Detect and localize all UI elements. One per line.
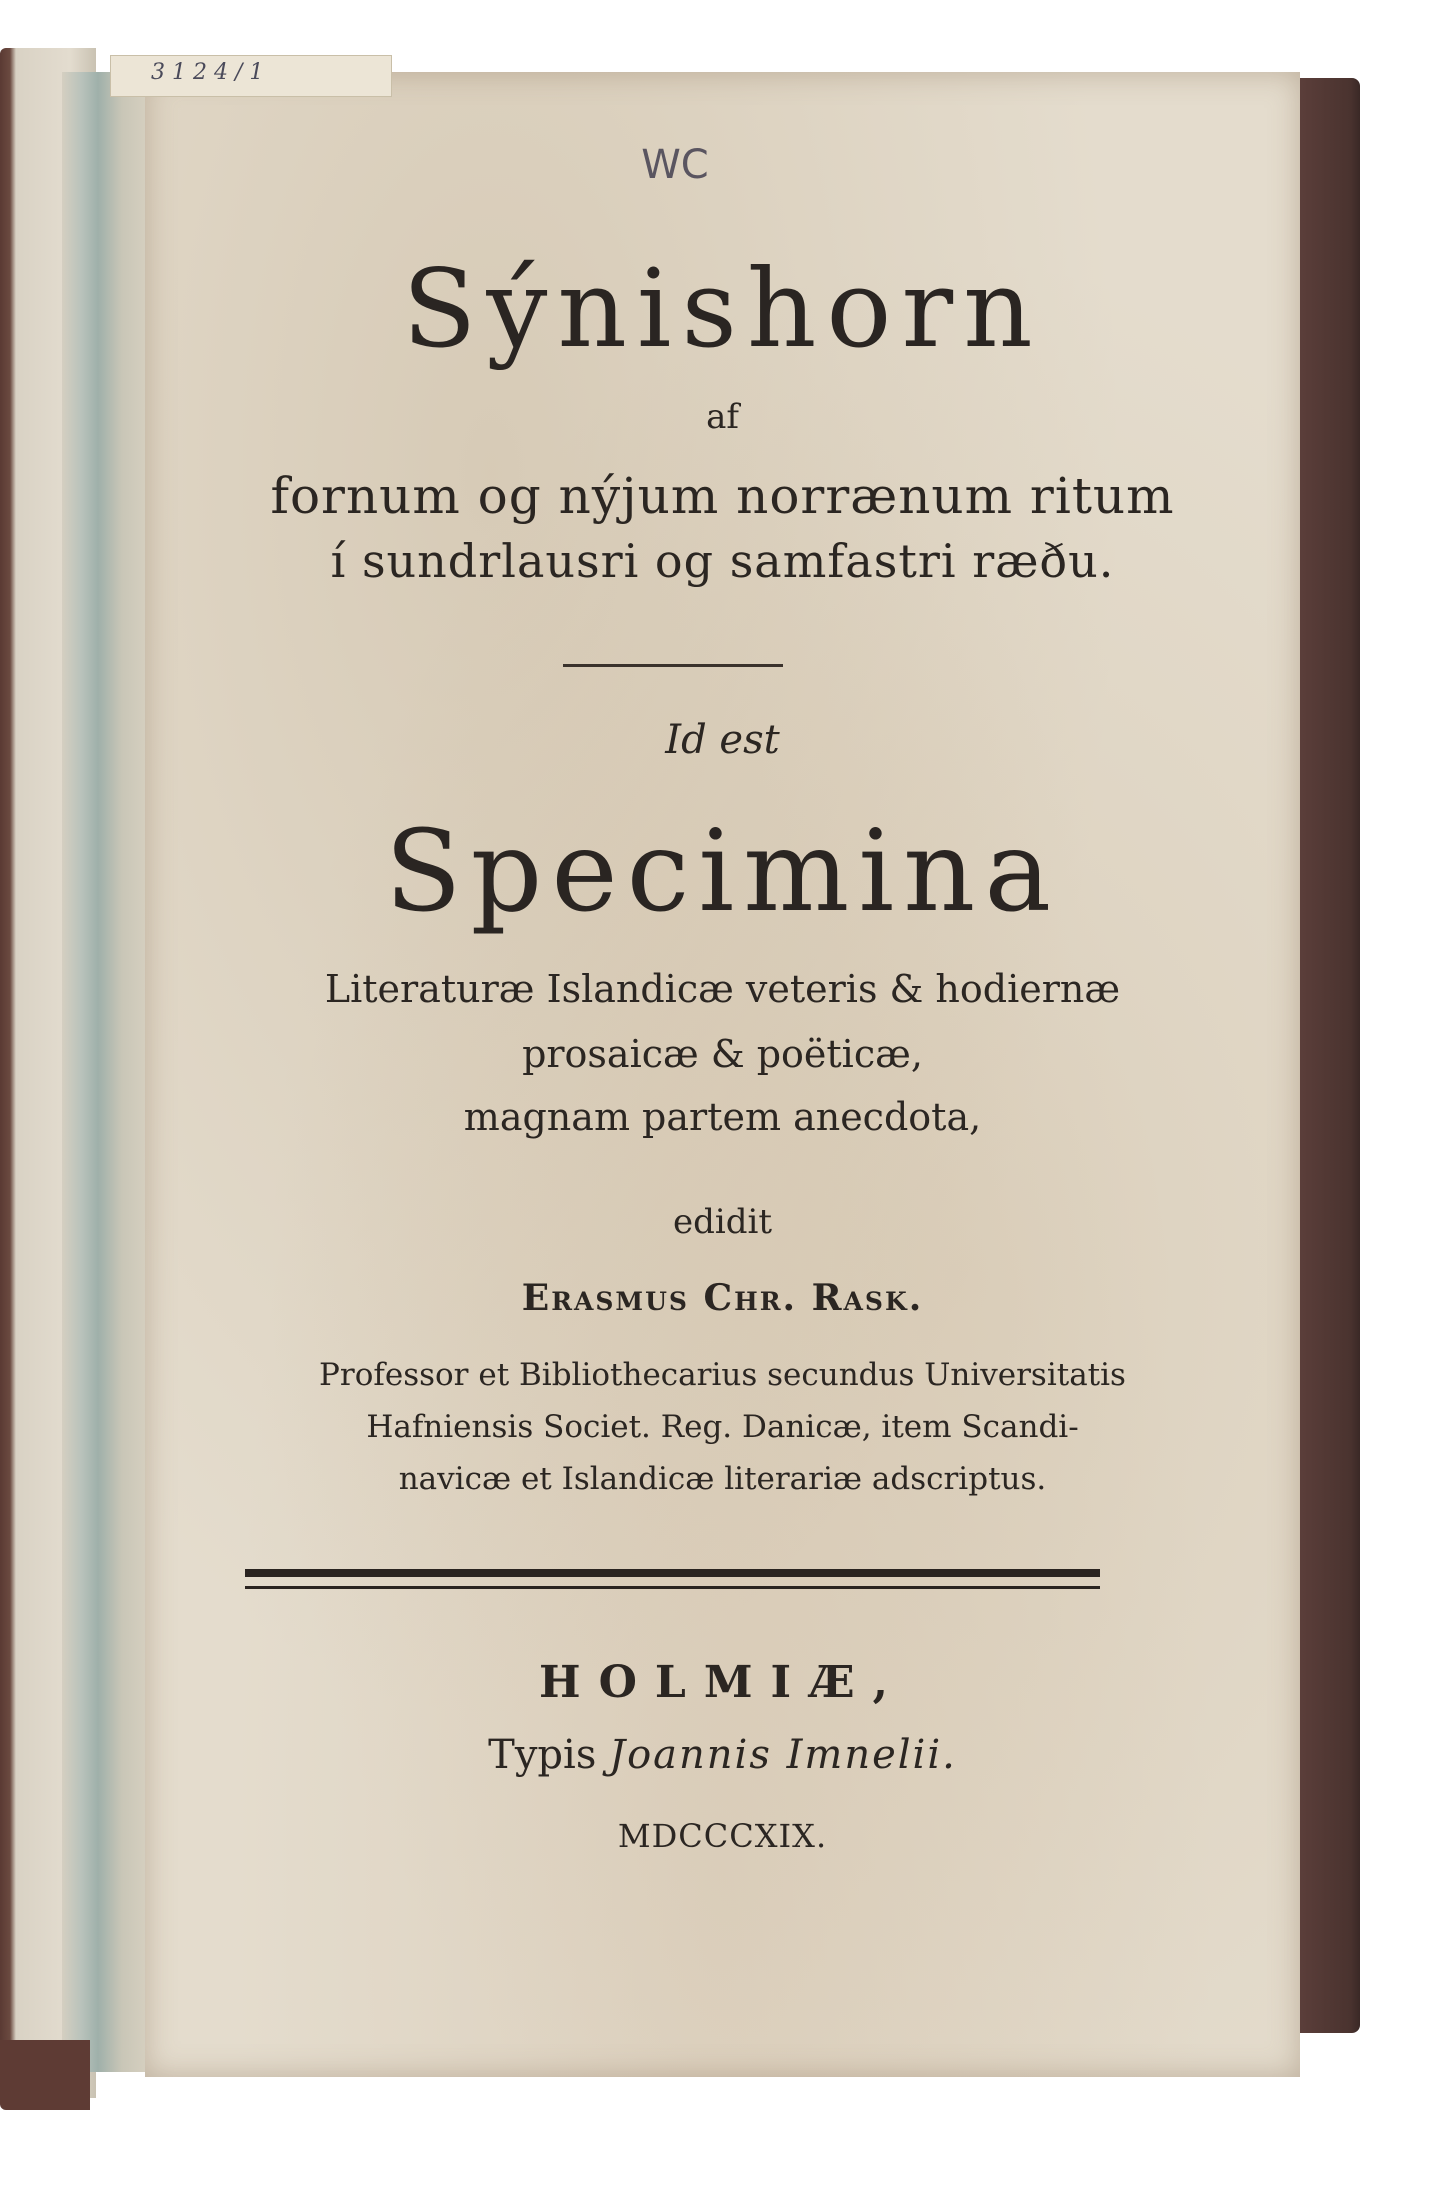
subtitle-line-2: í sundrlausri og samfastri ræðu. [330, 534, 1115, 588]
author-title-line-3: navicæ et Islandicæ literariæ adscriptus. [398, 1461, 1047, 1497]
imprint-year: MDCCCXIX. [617, 1817, 828, 1855]
printer-prefix: Typis [488, 1732, 597, 1778]
latin-line-1: Literaturæ Islandicæ veteris & hodiernæ [324, 967, 1121, 1011]
library-mark: WC [641, 142, 709, 188]
double-rule-thick [245, 1569, 1100, 1577]
short-rule [563, 664, 783, 667]
imprint-printer [145, 1732, 1300, 1778]
connector-af: af [706, 397, 739, 437]
spine-strip [0, 2040, 90, 2110]
shelf-label-tab [110, 55, 392, 97]
double-rule-thin [245, 1586, 1100, 1589]
title-page [145, 72, 1300, 2077]
printer-name: Joannis Imnelii. [609, 1732, 957, 1778]
title-latin: Specimina [384, 807, 1061, 937]
author-title-line-2: Hafniensis Societ. Reg. Danicæ, item Scandi- [366, 1409, 1079, 1445]
imprint-place: HOLMIÆ, [539, 1657, 906, 1708]
shelf-label-text: 3 1 2 4 / 1 [151, 60, 264, 85]
author-name: Erasmus Chr. Rask. [521, 1277, 924, 1319]
edidit: edidit [672, 1202, 773, 1242]
latin-line-2: prosaicæ & poëticæ, [522, 1032, 923, 1076]
title-icelandic: Sýnishorn [402, 247, 1043, 372]
latin-line-3: magnam partem anecdota, [463, 1095, 982, 1139]
subtitle-line-1: fornum og nýjum norrænum ritum [270, 467, 1175, 525]
author-title-line-1: Professor et Bibliothecarius secundus Universitatis [319, 1357, 1126, 1393]
id-est: Id est [665, 717, 780, 763]
